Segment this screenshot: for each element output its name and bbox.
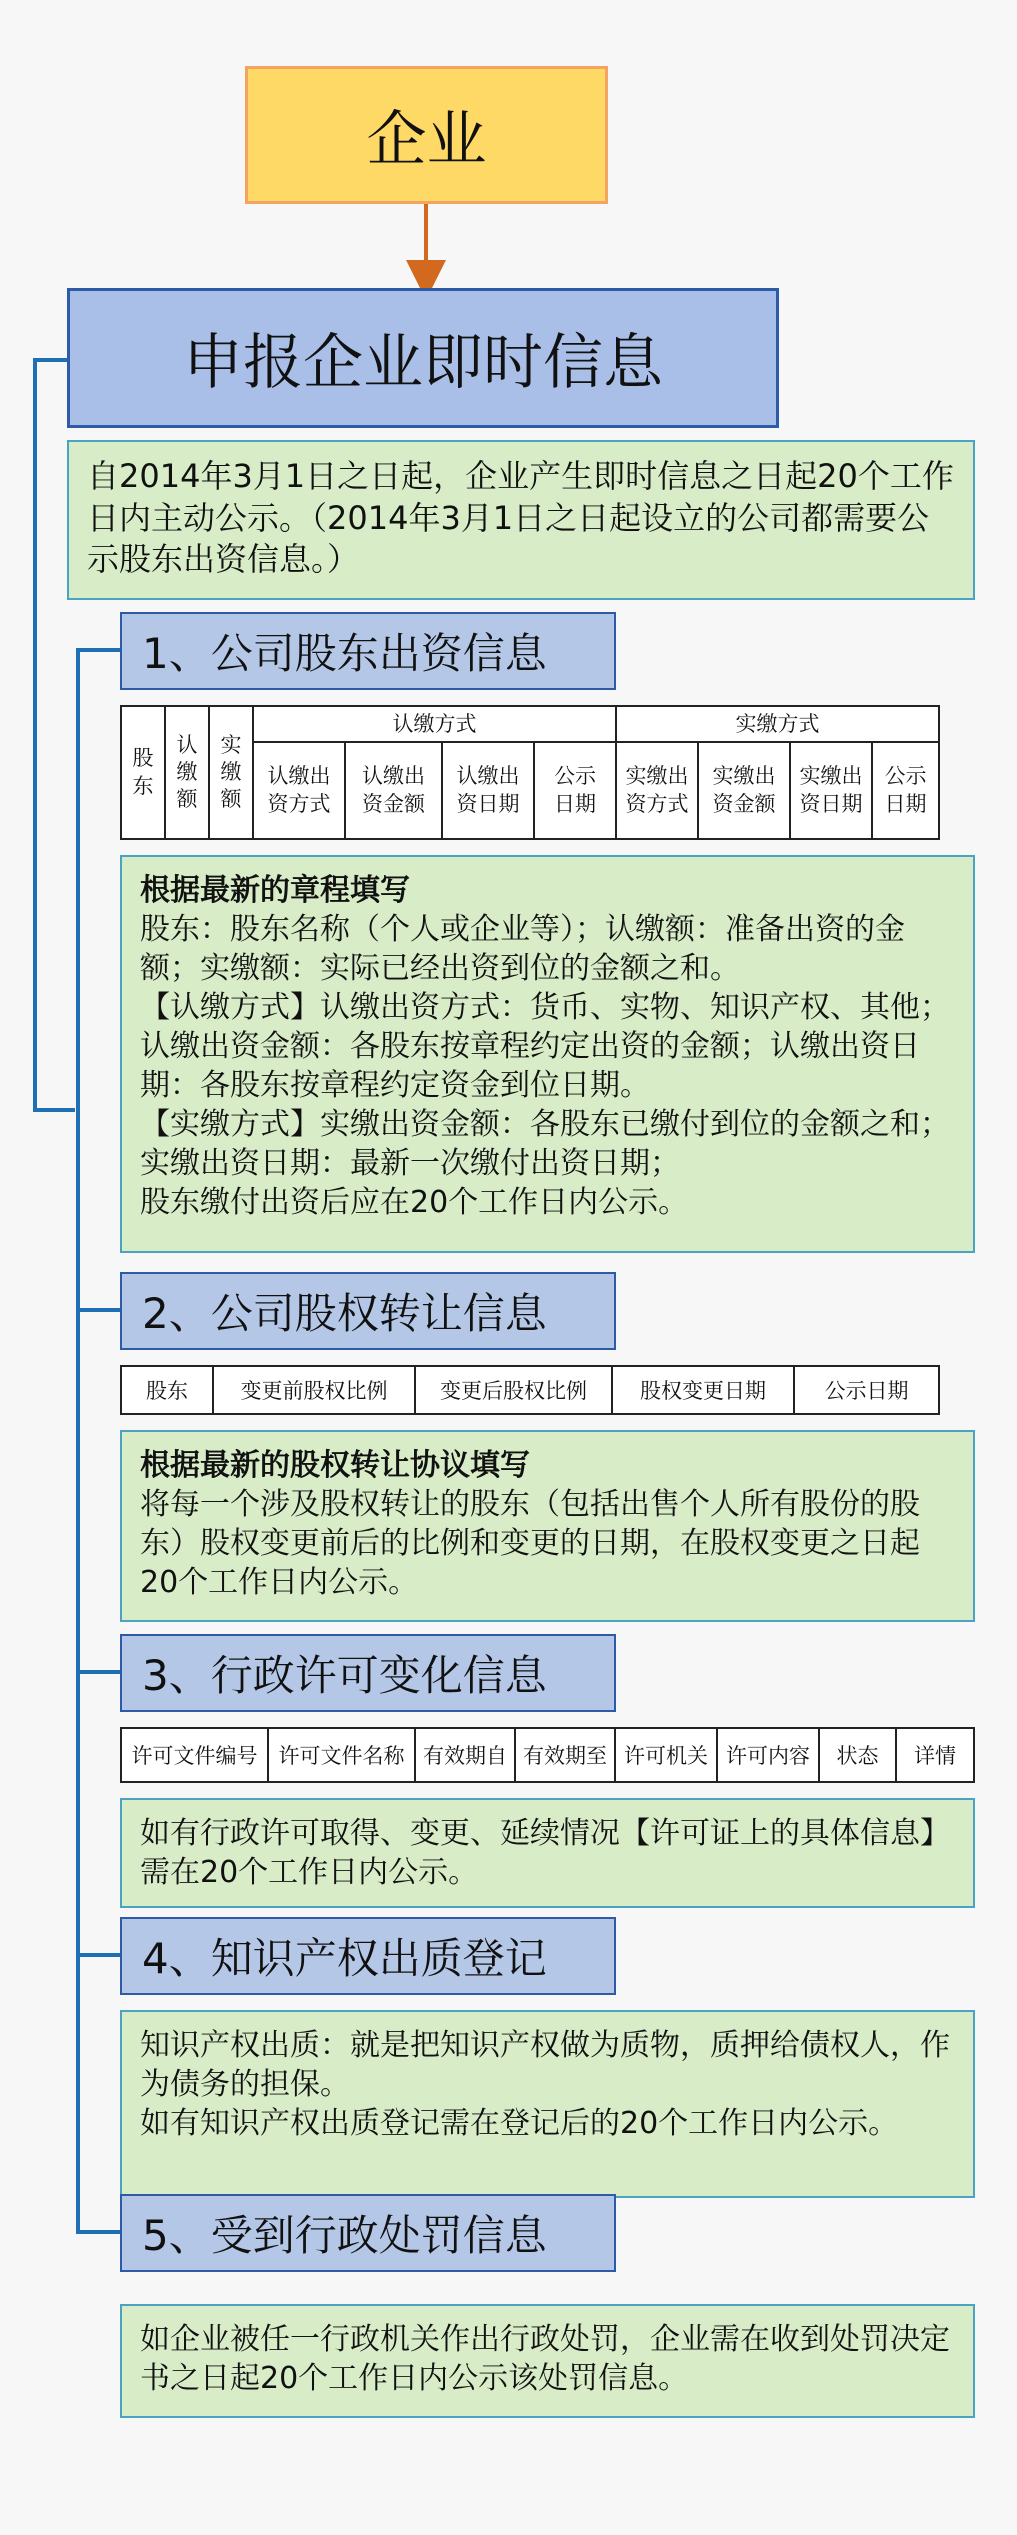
th-sub-subscribed-2: 认缴出资日期 <box>442 742 534 839</box>
section-5-header <box>120 2194 616 2272</box>
section-1-title: 1、公司股东出资信息 <box>142 629 547 678</box>
section-2-header <box>120 1272 616 1350</box>
section-1-note <box>120 855 975 1253</box>
section-1-note-line-0: 股东：股东名称（个人或企业等）；认缴额：准备出资的金额；实缴额：实际已经出资到位的金额之和。 <box>140 912 905 986</box>
table-admin-license <box>120 1727 975 1783</box>
enterprise-label: 企业 <box>366 105 487 175</box>
report-info-label: 申报企业即时信息 <box>183 328 663 398</box>
th-license-7: 详情 <box>896 1728 974 1782</box>
th-transfer-0: 股东 <box>121 1366 213 1414</box>
table-row <box>121 706 939 742</box>
section-4-note <box>120 2010 975 2198</box>
th-transfer-4: 公示日期 <box>794 1366 939 1414</box>
section-1-header <box>120 612 616 690</box>
th-license-4: 许可机关 <box>615 1728 717 1782</box>
th-shareholder: 股东 <box>121 706 165 839</box>
section-1-note-line-2: 【实缴方式】实缴出资金额：各股东已缴付到位的金额之和；实缴出资日期：最新一次缴付出资日期； <box>140 1107 950 1181</box>
th-license-2: 有效期自 <box>415 1728 515 1782</box>
section-2-note-title: 根据最新的股权转让协议填写 <box>140 1448 530 1483</box>
th-transfer-1: 变更前股权比例 <box>213 1366 415 1414</box>
section-3-note <box>120 1798 975 1908</box>
section-5-note-line-0: 如企业被任一行政机关作出行政处罚，企业需在收到处罚决定书之日起20个工作日内公示该处罚信息。 <box>140 2322 950 2396</box>
section-4-note-line-0: 知识产权出质：就是把知识产权做为质物，质押给债权人，作为债务的担保。 <box>140 2028 950 2102</box>
th-sub-paid-1: 实缴出资金额 <box>698 742 790 839</box>
th-sub-subscribed-3: 公示日期 <box>534 742 616 839</box>
enterprise-box <box>245 66 608 204</box>
section-1-note-line-1: 【认缴方式】认缴出资方式：货币、实物、知识产权、其他；认缴出资金额：各股东按章程约定出资的金额；认缴出资日期：各股东按章程约定资金到位日期。 <box>140 990 950 1103</box>
th-license-0: 许可文件编号 <box>121 1728 268 1782</box>
section-3-header <box>120 1634 616 1712</box>
table-row <box>121 1728 974 1782</box>
section-2-title: 2、公司股权转让信息 <box>142 1289 547 1338</box>
intro-note <box>67 440 975 600</box>
section-3-title: 3、行政许可变化信息 <box>142 1651 547 1700</box>
th-license-6: 状态 <box>819 1728 896 1782</box>
section-4-title: 4、知识产权出质登记 <box>142 1934 547 1983</box>
th-license-1: 许可文件名称 <box>268 1728 415 1782</box>
table-capital-contribution <box>120 705 940 840</box>
section-2-note <box>120 1430 975 1622</box>
th-sub-paid-0: 实缴出资方式 <box>616 742 698 839</box>
th-sub-subscribed-1: 认缴出资金额 <box>345 742 442 839</box>
section-1-note-title: 根据最新的章程填写 <box>140 873 410 908</box>
th-paid: 实缴额 <box>209 706 253 839</box>
section-1-note-line-3: 股东缴付出资后应在20个工作日内公示。 <box>140 1185 689 1220</box>
th-sub-paid-2: 实缴出资日期 <box>790 742 872 839</box>
th-transfer-3: 股权变更日期 <box>612 1366 794 1414</box>
table-equity-transfer <box>120 1365 940 1415</box>
section-4-note-line-1: 如有知识产权出质登记需在登记后的20个工作日内公示。 <box>140 2106 899 2141</box>
section-2-note-line-0: 将每一个涉及股权转让的股东（包括出售个人所有股份的股东）股权变更前后的比例和变更的日期，在股权变更之日起20个工作日内公示。 <box>140 1487 920 1600</box>
table-row <box>121 1366 939 1414</box>
th-license-3: 有效期至 <box>515 1728 615 1782</box>
section-5-note <box>120 2304 975 2418</box>
inner-spine <box>78 650 120 2232</box>
th-license-5: 许可内容 <box>717 1728 819 1782</box>
section-5-title: 5、受到行政处罚信息 <box>142 2211 547 2260</box>
th-group-paid: 实缴方式 <box>616 706 939 742</box>
section-4-header <box>120 1917 616 1995</box>
th-sub-subscribed-0: 认缴出资方式 <box>253 742 345 839</box>
section-3-note-line-0: 如有行政许可取得、变更、延续情况【许可证上的具体信息】需在20个工作日内公示。 <box>140 1816 950 1890</box>
th-group-subscribed: 认缴方式 <box>253 706 616 742</box>
th-sub-paid-3: 公示日期 <box>872 742 939 839</box>
th-transfer-2: 变更后股权比例 <box>415 1366 612 1414</box>
th-subscribed: 认缴额 <box>165 706 209 839</box>
report-info-box <box>67 288 779 428</box>
intro-text: 自2014年3月1日之日起，企业产生即时信息之日起20个工作日内主动公示。（2014年3月1日之日起设立的公司都需要公示股东出资信息。） <box>87 457 954 579</box>
